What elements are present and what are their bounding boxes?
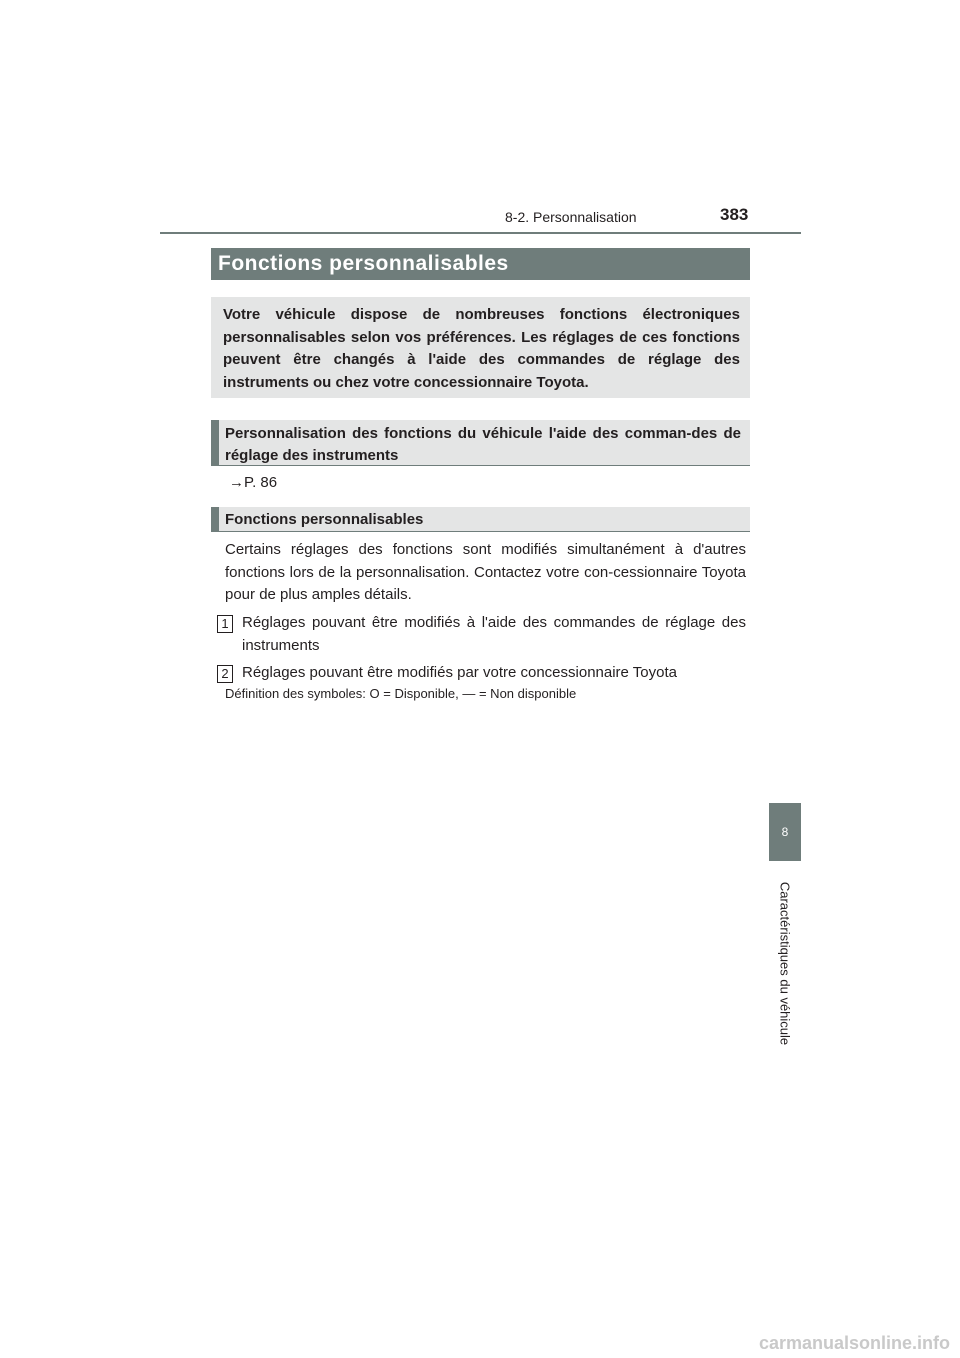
list-item bbox=[217, 662, 746, 685]
list-item-text: Réglages pouvant être modifiés par votre concessionnaire Toyota bbox=[242, 664, 677, 681]
page-number: 383 bbox=[720, 205, 749, 224]
page-title: Fonctions personnalisables bbox=[211, 248, 750, 280]
subsection-heading-instruments: Personnalisation des fonctions du véhicule l'aide des comman-des de réglage des instruments bbox=[211, 420, 750, 466]
list-item bbox=[217, 612, 746, 657]
watermark: carmanualsonline.info bbox=[758, 1333, 950, 1353]
symbol-legend: Définition des symboles: O = Disponible, — = Non disponible bbox=[225, 686, 577, 701]
intro-box: Votre véhicule dispose de nombreuses fonctions électroniques personnalisables selon vos préférences. Les réglages de ces fonctions peuvent être changés à l'aide des commandes de réglage des instruments ou chez votre concessionnaire Toyota. bbox=[211, 297, 750, 398]
header-section: 8-2. Personnalisation bbox=[505, 209, 637, 225]
header-rule bbox=[160, 232, 801, 234]
list-item-text: Réglages pouvant être modifiés à l'aide des commandes de réglage des instruments bbox=[242, 614, 746, 654]
body-paragraph: Certains réglages des fonctions sont modifiés simultanément à d'autres fonctions lors de la personnalisation. Contactez votre con-cessionnaire Toyota pour de plus amples détails. bbox=[225, 541, 746, 603]
chapter-label-text: Caractéristiques du véhicule bbox=[777, 881, 793, 1046]
page-reference-link[interactable]: →P. 86 bbox=[229, 474, 278, 491]
chapter-tab[interactable]: 8 bbox=[769, 803, 801, 861]
number-badge: 1 bbox=[217, 615, 233, 633]
number-badge: 2 bbox=[217, 665, 233, 683]
subsection-heading-functions: Fonctions personnalisables bbox=[211, 507, 750, 532]
